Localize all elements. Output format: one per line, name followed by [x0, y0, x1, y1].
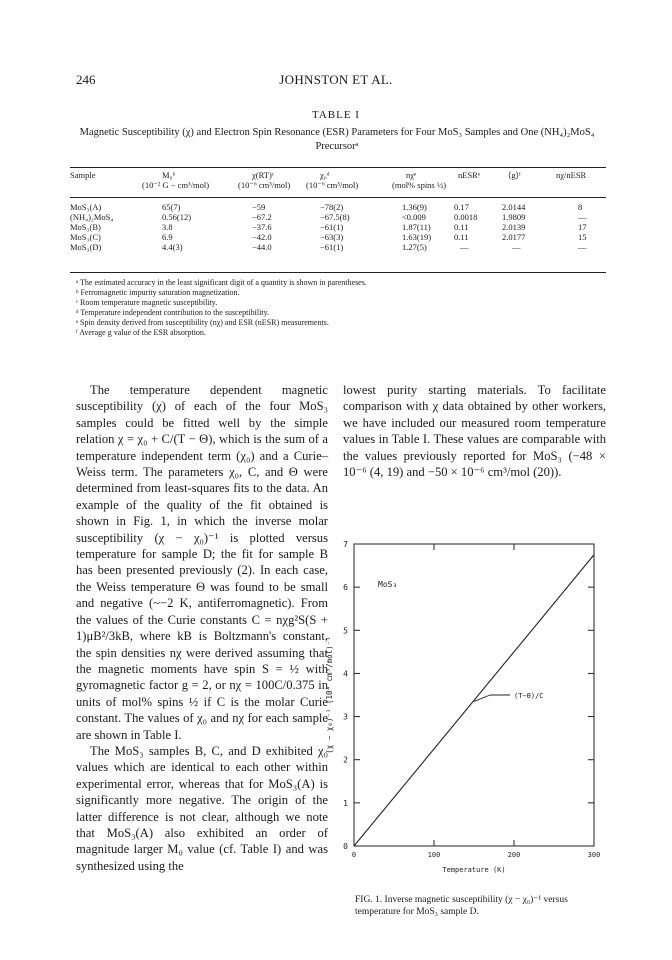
y-tick-label: 5	[343, 626, 348, 636]
unit-header	[556, 180, 606, 190]
table-cell: 1.87(11)	[402, 222, 431, 232]
unit-header: (10⁻² G − cm³/mol)	[142, 180, 210, 190]
body-paragraph: lowest purity starting materials. To facilitate comparison with χ data obtained by other workers, we have included our measured room temperature values in Table I. These values are comparable with the values previously reported for MoS₃ (−48 × 10⁻⁶ (4, 19) and −50 × 10⁻⁶ cm³/mol (20)).	[343, 383, 606, 480]
y-axis-label: (χ − χ₀)⁻¹ (10⁴ cm³/mol)⁻¹	[325, 636, 334, 754]
unit-header: (10⁻⁶ cm³/mol)	[306, 180, 359, 190]
x-tick-label: 300	[587, 851, 601, 859]
table-cell: <0.009	[402, 212, 426, 222]
table-cell: MoS₃(B)	[70, 222, 101, 232]
table-cell: (NH₄)₂MoS₄	[70, 212, 114, 222]
table-cell: 6.9	[162, 232, 173, 242]
col-header: χ₀ᵈ	[320, 170, 330, 180]
unit-header	[70, 180, 142, 190]
table-cell: —	[512, 242, 521, 252]
table-cell: —	[460, 242, 469, 252]
table-cell: 1.27(5)	[402, 242, 427, 252]
table-footnote: ᵇ Ferromagnetic impurity saturation magnetization.	[76, 288, 240, 297]
table-cell: 65(7)	[162, 202, 181, 212]
table-cell: 2.0177	[502, 232, 526, 242]
table-footnote: ᶠ Average g value of the ESR absorption.	[76, 328, 206, 337]
table-cell: 8	[578, 202, 583, 212]
table-cell: —	[578, 212, 587, 222]
table-cell: 4.4(3)	[162, 242, 183, 252]
table-cell: —	[578, 242, 587, 252]
table-cell: −44.0	[252, 242, 272, 252]
table-cell: 3.8	[162, 222, 173, 232]
fit-annotation: (T−Θ)/C	[514, 692, 544, 700]
table-cell: 1.36(9)	[402, 202, 427, 212]
col-header: nχᵉ	[406, 170, 417, 180]
table-footnote: ᵈ Temperature independent contribution to the susceptibility.	[76, 308, 269, 317]
table-label: TABLE I	[312, 109, 360, 121]
table-row	[70, 202, 606, 212]
left-column	[76, 382, 328, 874]
table-cell: −42.0	[252, 232, 272, 242]
table-cell: 0.11	[454, 222, 469, 232]
table-cell: 0.17	[454, 202, 469, 212]
table-cell: MoS₃(A)	[70, 202, 102, 212]
table-cell: −61(1)	[320, 222, 344, 232]
body-paragraph: The MoS₃ samples B, C, and D exhibited χ₀ values which are identical to each other within experimental error, whereas that for MoS₃(A) is significantly more negative. The origin of the latter difference is not clear, although we note that MoS₃(A) also exhibited an order of magnitude larger M₀ value (cf. Table I) and was synthesized using the	[76, 743, 328, 873]
figure-caption: FIG. 1. Inverse magnetic susceptibility (χ − χ₀)⁻¹ versus temperature for MoS₃ sample D.	[355, 895, 568, 917]
col-header: nχ/nESR	[556, 170, 587, 180]
table-cell: 15	[578, 232, 587, 242]
table-row	[70, 212, 606, 222]
unit-header: (mol% spins ½)	[392, 180, 447, 190]
col-header: Sample	[70, 170, 96, 180]
col-header: nESRᵉ	[458, 170, 481, 180]
body-paragraph: The temperature dependent magnetic susceptibility (χ) of each of the four MoS₃ samples could be fitted well by the simple relation χ = χ₀ + C/(T − Θ), which is the sum of a temperature independent term (χ₀) and a Curie–Weiss term. The parameters χ₀, C, and Θ were determined from least-squares fits to the data. An example of the quality of the fit obtained is shown in Fig. 1, in which the inverse molar susceptibility (χ − χ₀)⁻¹ is plotted versus temperature for sample D; the fit for sample B has been presented previously (2). In each case, the Weiss temperature Θ was found to be small and negative (~−2 K, antiferromagnetic). From the values of the Curie constants C = nχg²S(S + 1)μB²/3kB, where kB is Boltzmann's constant, the spin densities nχ were derived assuming that the magnetic moments have spin S = ½ with gyromagnetic factor g = 2, or nχ = 100C/0.375 in units of mol% spins ½ if C is the molar Curie constant. The values of χ₀ and nχ for each sample are shown in Table I.	[76, 383, 328, 742]
table-cell: −63(3)	[320, 232, 344, 242]
unit-header	[498, 180, 556, 190]
y-tick-label: 3	[343, 712, 348, 722]
table-cell: MoS₃(D)	[70, 242, 102, 252]
table-row	[70, 232, 606, 242]
plot-frame	[354, 544, 594, 846]
x-tick-label: 200	[507, 851, 521, 859]
y-tick-label: 4	[343, 669, 348, 679]
inverse-susceptibility-chart	[318, 520, 638, 880]
table-top-rule	[70, 167, 606, 168]
right-column	[343, 382, 606, 480]
figure-1	[318, 520, 638, 880]
table-cell: 2.0144	[502, 202, 526, 212]
table-cell: −59	[252, 202, 266, 212]
fit-line	[354, 555, 594, 846]
table-row	[70, 242, 606, 252]
table-units-row	[70, 180, 606, 190]
col-header: M₀ᵇ	[162, 170, 176, 180]
table-cell: −67.5(8)	[320, 212, 350, 222]
table-bottom-rule	[70, 272, 606, 273]
table-footnote: ᵉ Spin density derived from susceptibility (nχ) and ESR (nESR) measurements.	[76, 318, 329, 327]
page-number: 246	[76, 72, 96, 87]
table-cell: 1.63(19)	[402, 232, 432, 242]
table-cell: 2.0139	[502, 222, 526, 232]
x-axis-label: Temperature (K)	[442, 866, 506, 874]
table-cell: MoS₃(C)	[70, 232, 101, 242]
y-tick-label: 7	[343, 540, 348, 549]
table-cell: −61(1)	[320, 242, 344, 252]
table-header-row	[70, 170, 606, 180]
unit-header: (10⁻⁶ cm³/mol)	[238, 180, 291, 190]
col-header: ⟨g⟩ᶠ	[508, 170, 521, 180]
table-row	[70, 222, 606, 232]
table-caption: Magnetic Susceptibility (χ) and Electron Spin Resonance (ESR) Parameters for Four MoS₃ Samples and One (NH₄)₂MoS₄ Precursorᵃ	[79, 127, 595, 152]
table-cell: 0.11	[454, 232, 469, 242]
table-cell: −78(2)	[320, 202, 344, 212]
table-cell: −37.6	[252, 222, 272, 232]
y-tick-label: 6	[343, 583, 348, 593]
table-cell: 0.0018	[454, 212, 478, 222]
y-tick-label: 1	[343, 798, 348, 808]
data-table	[70, 170, 606, 252]
table-cell: 1.9809	[502, 212, 526, 222]
x-tick-label: 100	[427, 851, 441, 859]
table-cell: −67.2	[252, 212, 272, 222]
table-cell: 17	[578, 222, 587, 232]
running-head: JOHNSTON ET AL.	[279, 72, 393, 87]
sample-annotation: MoS₃	[378, 580, 398, 590]
x-tick-label: 0	[351, 851, 357, 859]
y-tick-label: 2	[343, 755, 348, 765]
y-tick-label: 0	[343, 842, 348, 851]
table-footnote: ᶜ Room temperature magnetic susceptibility.	[76, 298, 218, 307]
col-header: χ(RT)ᶜ	[252, 170, 274, 180]
table-footnote: ᵃ The estimated accuracy in the least significant digit of a quantity is shown in parentheses.	[76, 278, 367, 287]
table-cell: 0.56(12)	[162, 212, 192, 222]
